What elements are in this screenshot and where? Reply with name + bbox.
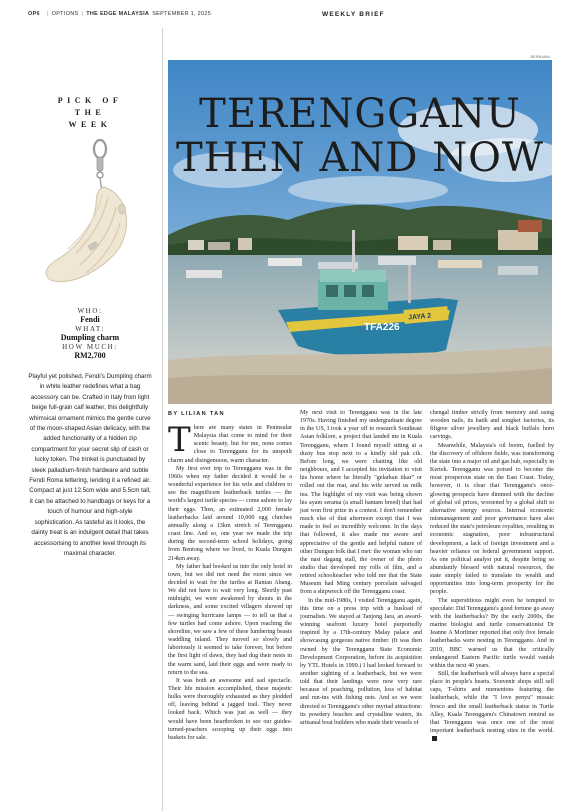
header-separator: | <box>81 11 84 17</box>
article-paragraph: My first ever trip to Terengganu was in the 1960s when my father decided it would be a wonderful experience for his wife and children to see the magnificent leatherback turtles — the world's largest turtle species — come ashore to lay their eggs. Then, an estimated 2,000 female leatherbacks laid around 10,000 egg clutches annually along a 13km stretch of Terengganu coast line. And so, one year we made the trip during the second-term school holidays, going from Bentong where we lived, to Kuala Dungun 214km away. <box>168 465 292 562</box>
headline <box>168 92 552 180</box>
page-header <box>28 7 552 21</box>
what-label: WHAT: <box>75 325 105 333</box>
article-paragraph <box>430 670 554 743</box>
header-separator: | <box>46 11 49 17</box>
pick-heading-line2: THE <box>74 108 106 117</box>
article-paragraph: The superstitious might even be tempted to speculate: Did Terengganu's good fortune go away with the leatherbacks? By the early 2000s, the marine biologist and turtle conservationist Dr Jeanne A Mortimer reported that only five female leatherbacks were nesting in Terengganu. And in 2010, BBC warned us that the critically endangered Eastern Pacific turtle would vanish within the next 40 years. <box>430 597 554 669</box>
product-description: Playful yet polished, Fendi's Dumpling charm in white leather redefines what a bag accessory can be. Crafted in Italy from light beige full-grain calf leather, this delightfully whimsical ornament mimics the gentle curve of the moon-shaped Asian delicacy, with the added functionality of a hidden zip compartment for your secret slip of cash or lucky token. The trinket is punctuated by sleek palladium-finish hardware and subtle Fendi Roma lettering, lending it a refined air. Compact at just 12.5cm wide and 5.5cm tall, it can be attached to handbags or keys for a touch of humour and high-style sophistication. As tasteful as it looks, the dainty treat is an indulgent detail that takes accessorising to another level through its maximal character. <box>28 373 152 557</box>
headline-line2: THEN AND NOW <box>175 135 545 181</box>
article-paragraph: chengal timber strictly from memory and using wooden nails, its batik and songket factories, its filigree silver jewellery and black buffalo horn carvings. <box>430 410 554 441</box>
product-image <box>28 135 152 295</box>
article-paragraph: It was both an awesome and sad spectacle. Their life mission accomplished, these majestic hulks were thoroughly exhausted as they plodded off, leaving behind a jagged trail. They never looked back. Which was just as well — they would have been heartbroken to see our guides-turned-poachers scooping up their eggs into baskets for sale. <box>168 677 292 741</box>
pick-heading-line3: WEEK <box>68 120 112 129</box>
article-paragraph: Meanwhile, Malaysia's oil boom, fuelled by the discovery of offshore fields, was transforming the state into a major oil and gas hub, especially in Kerteh. Terengganu was poised to become the most prosperous state on the East Coast. Today, however, it is clear that Terengganu's once-glowing prospects have dimmed with the decline of global oil prices, worsened by a global shift to alternative energy sources. Internal economic mismanagement and poor governance have also reduced the state's petroleum royalties, resulting in economic stagnation, poor infrastructural development, a lack of foreign investment and a heavier reliance on federal government support. As one political analyst put it, despite being so abundantly blessed with natural resources, the state simply failed to translate its wealth and opportunities into long-term prosperity for the people. <box>430 442 554 596</box>
product-name: Dumpling charm <box>60 333 120 342</box>
article-paragraph: In the mid-1980s, I visited Terengganu again, this time on a press trip with a busload of journalists. We stayed at Tanjong Jara, an award-winning seafront luxury hotel purportedly inspired by a 17th-century Malay palace and showcasing gorgeous native timber. (It was then owned by the Terengganu State Economic Development Corporation, before its acquisition by YTL Hotels in 1999.) I had looked forward to another sighting of a leatherback, but we were told that their landings were now very rare because of poaching, pollution, loss of habitat and run-ins with fishing nets. And so we were directed to Terengganu's other myriad attractions: its powdery beaches and crystalline waters, its artisanal boat builders who made their vessels of <box>300 597 422 726</box>
publication-name: THE EDGE MALAYSIA <box>86 11 150 17</box>
photo-credit: BERNAMA <box>530 55 550 59</box>
boat-name: JAYA 2 <box>407 312 432 322</box>
section-tag: OPTIONS <box>51 11 79 17</box>
product-price: RM2,700 <box>74 351 106 360</box>
pick-heading-line1: PICK OF <box>57 96 123 105</box>
headline-line1: TERENGGANU <box>199 91 521 137</box>
article-column-1 <box>168 420 292 742</box>
price-label: HOW MUCH: <box>62 343 118 351</box>
brand-name: Fendi <box>80 315 100 324</box>
article-paragraph <box>168 420 292 465</box>
article-paragraph: My next visit to Terengganu was in the late 1970s. Having finished my undergraduate degree in the US, I took a year off to research Southeast Asian folklore, a project that landed me in Kuala Terengganu, where I found myself sitting at a dusty bus stop next to a kindly old pak cik. Before long, we were chatting like old neighbours, and I accepted his invitation to visit his home where he literally "gelarkan tikar" or rolled out the mat, and his wife served us milk tea. The highlight of my visit was being shown his ayam serama (a small bantam breed) that had just won first prize in a contest. I don't remember much else of that afternoon except that I was made to feel so incredibly welcome. In the days that followed, it also made me aware and appreciative of the gentle and helpful nature of other Dungun folk that I met: the woman who ran the nasi dagang stall, the owner of the photo studio that developed my rolls of film, and a retired schoolteacher who told me that the State Museum had Ming century porcelain salvaged from a shipwreck off the Terengganu coast. <box>300 410 422 596</box>
drop-cap: T <box>168 420 191 460</box>
article-column-3 <box>430 409 554 743</box>
boat-registration: TFA226 <box>364 322 400 333</box>
end-mark-icon <box>432 736 437 741</box>
paragraph-text: Still, the leatherback will always have a special place in people's hearts. Souvenir shops still sell caps, T-shirts and mementoes featuring the leatherback, while the "I love penyu" mosaic fresco and the small leatherback statue in Turtle Alley, Kuala Terengganu's Chinatown remind us that Terengganu was once one of the most important leatherback nesting sites in the world. <box>430 671 554 735</box>
pick-of-the-week-sidebar <box>28 95 152 559</box>
section-title: WEEKLY BRIEF <box>322 10 385 18</box>
paragraph-text: here are many states in Peninsular Malaysia that come to mind for their scenic beauty, but for me, none comes close to Terengganu for its unspoilt charm and disingenuous, warm character. <box>168 425 292 464</box>
column-divider <box>162 28 163 811</box>
article-column-2 <box>300 409 422 727</box>
byline: BY LILIAN TAN <box>168 411 225 417</box>
who-label: WHO: <box>77 307 103 315</box>
issue-date: SEPTEMBER 1, 2025 <box>152 11 212 17</box>
article-paragraph: My father had booked us into the only hotel in town, but we did not need the room since we decided to wait for the turtles at Rantau Abang. We did not have to wait very long. Shortly past midnight, we were awakened by shouts in the darkness, and some excited villagers showed up — swinging hurricane lamps — to tell us that a few turtles had come ashore. Upon reaching the shoreline, we saw a few of these lumbering beasts waddling inland. They moved so slowly and laboriously it seemed to take forever, but before the first light of dawn, they had dug their nests in the warm sand, laid their eggs and were ready to return to the sea. <box>168 563 292 676</box>
dumpling-charm-illustration <box>28 135 152 295</box>
page-number: OP6 <box>28 11 40 17</box>
